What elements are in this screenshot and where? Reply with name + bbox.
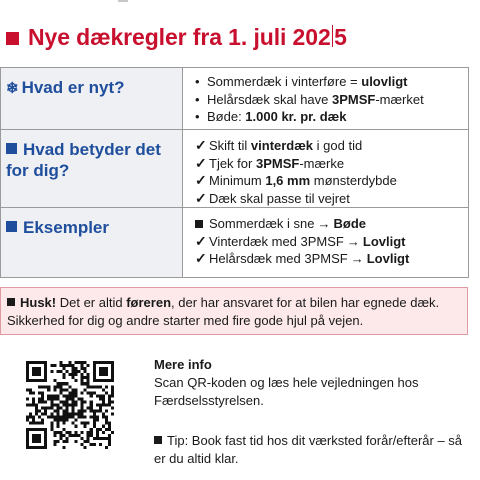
item-text bbox=[209, 233, 405, 251]
tip-text bbox=[154, 432, 474, 468]
check-icon: ✓ bbox=[195, 172, 207, 188]
item-text-bold: Lovligt bbox=[366, 251, 410, 266]
check-icon: ✓ bbox=[195, 154, 207, 171]
item-text-bold: vinterdæk bbox=[250, 138, 314, 153]
reminder-label: Husk! bbox=[20, 295, 57, 310]
arrow-right-icon: → bbox=[350, 251, 364, 266]
item-text bbox=[207, 73, 407, 91]
item-text bbox=[207, 108, 346, 126]
top-edge-mark bbox=[118, 0, 128, 2]
check-icon: ✓ bbox=[195, 232, 207, 249]
item-text bbox=[209, 137, 362, 155]
square-icon bbox=[195, 220, 203, 228]
item-text bbox=[209, 190, 350, 208]
item-text-bold: 3PMSF bbox=[332, 91, 376, 107]
square-icon bbox=[154, 436, 162, 444]
text-cursor bbox=[332, 25, 334, 47]
bullet-icon: • bbox=[195, 91, 200, 107]
bullet-icon: • bbox=[195, 109, 200, 124]
arrow-right-icon: → bbox=[346, 233, 360, 249]
list-item bbox=[195, 172, 464, 190]
page-title-text: Nye dækregler fra 1. juli 202 5 bbox=[28, 24, 347, 50]
item-text-plain: Helårsdæk med 3PMSF bbox=[209, 251, 348, 266]
reminder-text: , der har ansvaret for at bilen har egnede dæk. bbox=[171, 295, 440, 310]
info-body: Scan QR-koden og læs hele vejledningen hos Færdselsstyrelsen. bbox=[154, 375, 419, 408]
section-heading: Hvad er nyt? bbox=[21, 78, 125, 97]
item-list bbox=[195, 137, 464, 207]
reminder-line-2: Sikkerhed for dig og andre starter med fire gode hjul på vejen. bbox=[7, 313, 364, 328]
reminder-emphasis: føreren bbox=[126, 295, 172, 310]
list-item bbox=[195, 91, 464, 109]
list-item bbox=[195, 250, 464, 268]
item-text-bold: 1,6 mm bbox=[265, 173, 311, 188]
item-text-plain: Vinterdæk med 3PMSF bbox=[209, 233, 344, 249]
rules-table bbox=[0, 67, 469, 278]
item-text-bold: ulovligt bbox=[361, 74, 408, 89]
table-row bbox=[1, 68, 469, 130]
item-text-bold: 3PMSF bbox=[255, 155, 300, 171]
snowflake-icon: ❄ bbox=[6, 80, 19, 97]
item-text-plain: Dæk skal passe til vejret bbox=[209, 190, 350, 206]
item-text bbox=[209, 155, 344, 173]
item-text-plain: -mærket bbox=[375, 91, 424, 107]
section-heading: Hvad betyder det for dig? bbox=[6, 140, 161, 180]
table-row bbox=[1, 130, 469, 208]
qr-code-icon[interactable] bbox=[26, 361, 114, 449]
item-list bbox=[195, 73, 464, 126]
item-text-plain: Minimum bbox=[209, 173, 266, 188]
item-text-bold: Lovligt bbox=[362, 233, 406, 249]
reminder-text: Det er altid bbox=[56, 295, 127, 310]
item-text-plain: mønsterdybde bbox=[310, 173, 397, 188]
section-body bbox=[183, 68, 469, 130]
section-body bbox=[183, 208, 469, 278]
section-body bbox=[183, 130, 469, 208]
reminder-box bbox=[0, 287, 468, 335]
item-text-plain: i god tid bbox=[313, 138, 363, 153]
item-text bbox=[209, 172, 397, 190]
item-text-plain: Helårsdæk skal have bbox=[207, 91, 332, 107]
list-item bbox=[195, 137, 464, 155]
section-header bbox=[1, 130, 183, 208]
list-item bbox=[195, 108, 464, 126]
check-icon: ✓ bbox=[195, 189, 207, 206]
section-header bbox=[1, 68, 183, 130]
info-heading: Mere info bbox=[154, 357, 212, 372]
item-text bbox=[209, 215, 366, 233]
arrow-right-icon: → bbox=[317, 216, 331, 231]
square-icon bbox=[6, 143, 17, 154]
item-text-plain: -mærke bbox=[299, 155, 345, 171]
list-item bbox=[195, 190, 464, 208]
item-list bbox=[195, 215, 464, 268]
page-title bbox=[6, 20, 347, 54]
list-item bbox=[195, 155, 464, 173]
red-square-icon bbox=[6, 32, 19, 45]
check-icon: ✓ bbox=[195, 137, 207, 153]
list-item bbox=[195, 233, 464, 251]
check-icon: ✓ bbox=[195, 250, 207, 266]
bullet-icon: • bbox=[195, 74, 200, 89]
item-text-bold: Bøde bbox=[333, 216, 366, 231]
info-panel bbox=[154, 356, 474, 468]
item-text-plain: Tjek for bbox=[209, 155, 256, 171]
section-heading: Eksempler bbox=[23, 218, 109, 237]
item-text-plain: Skift til bbox=[209, 138, 251, 153]
list-item bbox=[195, 73, 464, 91]
item-text-plain: Sommerdæk i sne bbox=[209, 216, 315, 231]
item-text bbox=[207, 91, 424, 109]
table-row bbox=[1, 208, 469, 278]
square-icon bbox=[7, 298, 15, 306]
list-item bbox=[195, 215, 464, 233]
item-text-plain: Sommerdæk i vinterføre = bbox=[207, 74, 362, 89]
tip-body: Tip: Book fast tid hos dit værksted forår/efterår – så er du altid klar. bbox=[154, 433, 463, 466]
square-icon bbox=[6, 221, 17, 232]
item-text-bold: 1.000 kr. pr. dæk bbox=[245, 109, 347, 124]
section-header bbox=[1, 208, 183, 278]
item-text-plain: Bøde: bbox=[207, 109, 246, 124]
item-text bbox=[209, 250, 409, 268]
